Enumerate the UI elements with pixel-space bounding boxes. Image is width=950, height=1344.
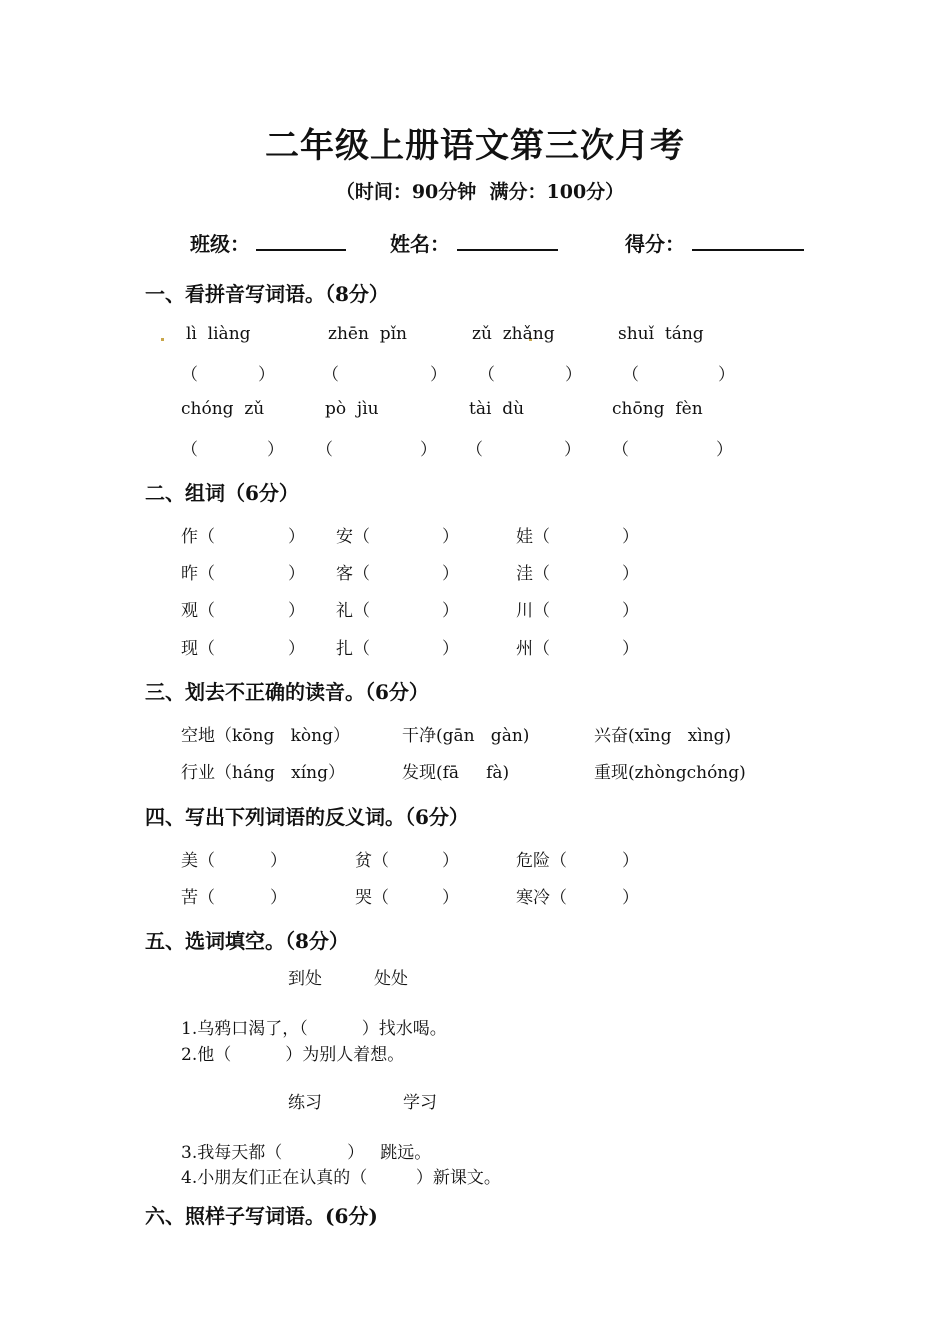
reading-choice: 重现(zhòngchóng) (594, 763, 746, 783)
word-group-close: ） (288, 601, 305, 621)
answer-paren-open: （ (622, 365, 639, 385)
answer-paren-close: ） (420, 440, 437, 460)
section-1-heading: 一、看拼音写词语。（8分） (145, 282, 389, 306)
reading-choice: 干净(gān gàn) (402, 726, 530, 746)
word-group-item: 现（ (181, 639, 215, 659)
word-group-item: 州（ (516, 639, 550, 659)
pinyin-item: pò jìu (325, 399, 379, 419)
word-group-item: 安（ (336, 527, 370, 547)
word-group-item: 作（ (181, 527, 215, 547)
word-group-close: ） (442, 601, 459, 621)
word-group-item: 客（ (336, 564, 370, 584)
antonym-close: ） (622, 888, 639, 908)
word-group-close: ） (622, 564, 639, 584)
answer-paren-close: ） (718, 365, 735, 385)
reading-choice: 兴奋(xīng xìng) (594, 726, 732, 746)
section-5-heading: 五、选词填空。（8分） (145, 929, 349, 953)
pinyin-item: tài dù (469, 399, 525, 419)
word-group-close: ） (442, 564, 459, 584)
decorative-dot (161, 338, 164, 341)
antonym-item: 危险（ (516, 851, 567, 871)
class-blank[interactable] (256, 249, 346, 251)
word-group-close: ） (622, 601, 639, 621)
antonym-close: ） (622, 851, 639, 871)
word-group-close: ） (288, 564, 305, 584)
antonym-item: 哭（ (355, 888, 389, 908)
answer-paren-close: ） (564, 440, 581, 460)
answer-paren-close: ） (716, 440, 733, 460)
exam-subtitle: （时间：90分钟 满分：100分） (335, 181, 625, 203)
choice-word: 学习 (403, 1093, 437, 1113)
pinyin-item: zǔ zhǎng (472, 324, 555, 344)
fill-sentence: 2.他（ ）为别人着想。 (181, 1045, 405, 1065)
pinyin-item: shuǐ táng (618, 324, 704, 344)
word-group-item: 昨（ (181, 564, 215, 584)
antonym-item: 美（ (181, 851, 215, 871)
pinyin-item: chōng fèn (612, 399, 703, 419)
word-group-close: ） (442, 527, 459, 547)
choice-word: 到处 (288, 969, 322, 989)
word-group-close: ） (622, 639, 639, 659)
answer-paren-open: （ (612, 440, 629, 460)
antonym-item: 寒冷（ (516, 888, 567, 908)
word-group-close: ） (442, 639, 459, 659)
page-title: 二年级上册语文第三次月考 (265, 126, 685, 166)
answer-paren-open: （ (466, 440, 483, 460)
word-group-item: 川（ (516, 601, 550, 621)
section-3-heading: 三、划去不正确的读音。（6分） (145, 680, 429, 704)
answer-paren-open: （ (316, 440, 333, 460)
fill-sentence: 3.我每天都（ ） 跳远。 (181, 1143, 432, 1163)
section-6-heading: 六、照样子写词语。(6分) (145, 1204, 378, 1228)
pinyin-item: zhēn pǐn (328, 324, 407, 344)
reading-choice: 发现(fā fà) (402, 763, 510, 783)
fill-sentence: 1.乌鸦口渴了，（ ）找水喝。 (181, 1019, 447, 1039)
name-blank[interactable] (457, 249, 558, 251)
class-label: 班级： (190, 232, 250, 256)
word-group-close: ） (288, 639, 305, 659)
answer-paren-open: （ (181, 365, 198, 385)
antonym-close: ） (442, 851, 459, 871)
reading-choice: 空地（kōng kòng） (181, 726, 350, 746)
fill-sentence: 4.小朋友们正在认真的（ ）新课文。 (181, 1168, 501, 1188)
antonym-close: ） (270, 888, 287, 908)
antonym-close: ） (442, 888, 459, 908)
score-label: 得分： (625, 232, 685, 256)
pinyin-item: chóng zǔ (181, 399, 265, 419)
answer-paren-open: （ (181, 440, 198, 460)
answer-paren-close: ） (430, 365, 447, 385)
word-group-item: 洼（ (516, 564, 550, 584)
choice-word: 练习 (288, 1093, 322, 1113)
word-group-item: 扎（ (336, 639, 370, 659)
score-blank[interactable] (692, 249, 804, 251)
reading-choice: 行业（háng xíng） (181, 763, 345, 783)
name-label: 姓名： (390, 232, 450, 256)
antonym-item: 苦（ (181, 888, 215, 908)
pinyin-item: lì liàng (186, 324, 251, 344)
word-group-item: 礼（ (336, 601, 370, 621)
word-group-item: 娃（ (516, 527, 550, 547)
answer-paren-open: （ (478, 365, 495, 385)
choice-word: 处处 (374, 969, 408, 989)
answer-paren-open: （ (322, 365, 339, 385)
antonym-item: 贫（ (355, 851, 389, 871)
antonym-close: ） (270, 851, 287, 871)
word-group-close: ） (622, 527, 639, 547)
answer-paren-close: ） (267, 440, 284, 460)
word-group-close: ） (288, 527, 305, 547)
word-group-item: 观（ (181, 601, 215, 621)
answer-paren-close: ） (258, 365, 275, 385)
answer-paren-close: ） (565, 365, 582, 385)
section-2-heading: 二、组词（6分） (145, 481, 299, 505)
section-4-heading: 四、写出下列词语的反义词。（6分） (145, 805, 469, 829)
